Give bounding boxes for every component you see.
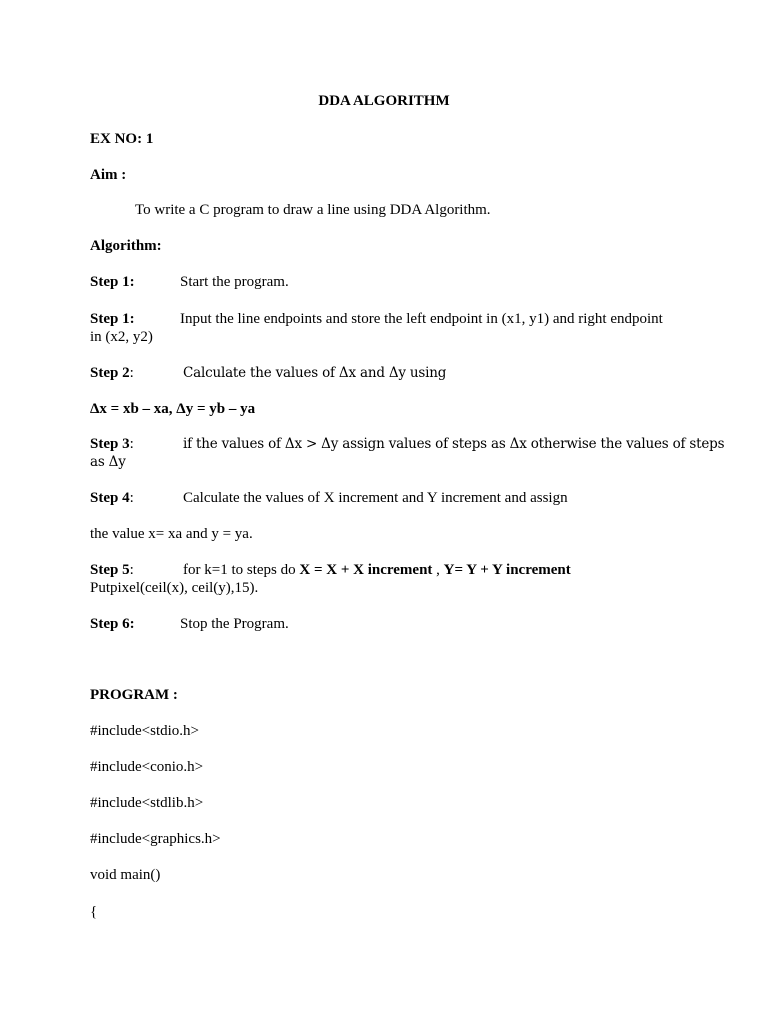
algorithm-heading: Algorithm: xyxy=(90,238,162,254)
step-label-wrap xyxy=(90,561,134,579)
formula-separator: , xyxy=(432,562,444,578)
step-colon: : xyxy=(129,490,134,506)
x-increment-formula: X = X + X increment xyxy=(299,562,433,578)
code-line: #include<stdlib.h> xyxy=(90,795,204,811)
step-label: Step 3 xyxy=(90,436,130,452)
step-colon: : xyxy=(129,365,134,381)
step-text-line xyxy=(183,561,571,579)
aim-heading: Aim : xyxy=(90,167,127,183)
step-label-wrap xyxy=(90,364,134,382)
y-increment-formula: Y= Y + Y increment xyxy=(443,562,571,578)
code-line: #include<stdio.h> xyxy=(90,723,199,739)
page-title: DDA ALGORITHM xyxy=(318,93,450,109)
code-line: { xyxy=(90,904,98,920)
step-label: Step 5 xyxy=(90,562,130,578)
code-line: #include<graphics.h> xyxy=(90,831,221,847)
step-text-continuation: in (x2, y2) xyxy=(90,329,153,345)
step-label: Step 2 xyxy=(90,365,130,381)
step-text-continuation: Putpixel(ceil(x), ceil(y),15). xyxy=(90,580,259,596)
step-colon: : xyxy=(129,562,134,578)
step-text: Start the program. xyxy=(180,274,289,290)
delta-formula: Δx = xb – xa, Δy = yb – ya xyxy=(90,401,256,417)
assign-text: the value x= xa and y = ya. xyxy=(90,526,253,542)
step-text: Stop the Program. xyxy=(180,616,289,632)
step-label: Step 1: xyxy=(90,274,135,290)
step-label: Step 4 xyxy=(90,490,130,506)
step-text: Calculate the values of X increment and Y increment and assign xyxy=(183,490,568,506)
step-colon: : xyxy=(129,436,134,452)
code-line: #include<conio.h> xyxy=(90,759,204,775)
code-line: void main() xyxy=(90,867,161,883)
step-label: Step 6: xyxy=(90,616,135,632)
step-label-wrap xyxy=(90,489,134,507)
step-text: for k=1 to steps do xyxy=(183,562,300,578)
aim-text: To write a C program to draw a line using DDA Algorithm. xyxy=(135,202,491,218)
step-text: Calculate the values of Δx and Δy using xyxy=(183,365,447,381)
step-label-wrap xyxy=(90,435,134,453)
step-label: Step 1: xyxy=(90,311,135,327)
step-text: if the values of Δx > Δy assign values of steps as Δx otherwise the values of steps xyxy=(183,436,725,452)
step-text-continuation: as Δy xyxy=(90,454,126,470)
step-text: Input the line endpoints and store the left endpoint in (x1, y1) and right endpoint xyxy=(180,311,663,327)
exercise-number: EX NO: 1 xyxy=(90,131,154,147)
program-heading: PROGRAM : xyxy=(90,687,178,703)
